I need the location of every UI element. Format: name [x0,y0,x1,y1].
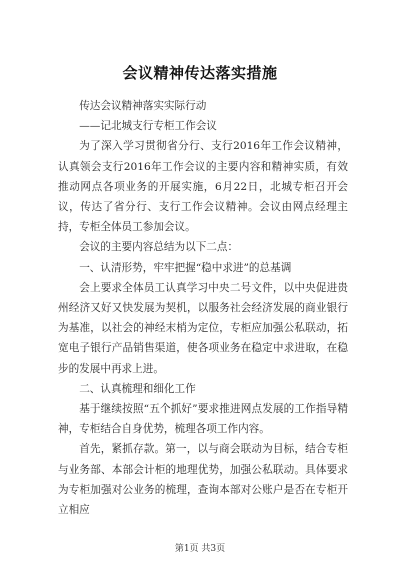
summary-intro: 会议的主要内容总结为以下二点： [79,241,239,254]
section-1-paragraph: 会上要求全体员工认真学习中央二号文件，以中央促进贵州经济又好又快发展为契机，以服务社会经济发展的商业银行为基准，以社会的神经末梢为定位，专柜应加强公私联动，拓宽电子银行产品销售渠道，使各项业务在稳定中求进取，在稳步的发展中再求上进。 [58,281,348,375]
section-2-paragraph: 基于继续按照“五个抓好”要求推进网点发展的工作指导精神，专柜结合自身优势，梳理各项工作内容。 [58,403,348,436]
subtitle-line: 传达会议精神落实实际行动 [79,100,207,112]
intro-paragraph: 为了深入学习贯彻省分行、支行2016年工作会议精神，认真领会支行2016年工作会议的主要内容和精神实质，有效推动网点各项业务的开展实施，6月22日，北城专柜召开会议，传达了省分行、支行工作会议精神。会议由网点经理主持，专柜全体员工参加会议。 [58,140,348,234]
document-title: 会议精神传达落实措施 [122,64,278,82]
subtitle-byline: ——记北城支行专柜工作会议 [79,120,217,133]
section-heading-2: 二、认真梳理和细化工作 [79,382,196,395]
section-heading-1: 一、认清形势，牢牢把握“稳中求进”的总基调 [79,261,292,274]
deposit-paragraph: 首先，紧抓存款。第一，以与商会联动为目标，结合专柜与业务部、本部会计柜的地理优势，加强公私联动。具体要求为专柜加强对公业务的梳理，查询本部对公账户是否在专柜开立相应 [58,443,348,517]
document-body [58,96,348,520]
page-footer: 第1页 共3页 [174,544,226,554]
